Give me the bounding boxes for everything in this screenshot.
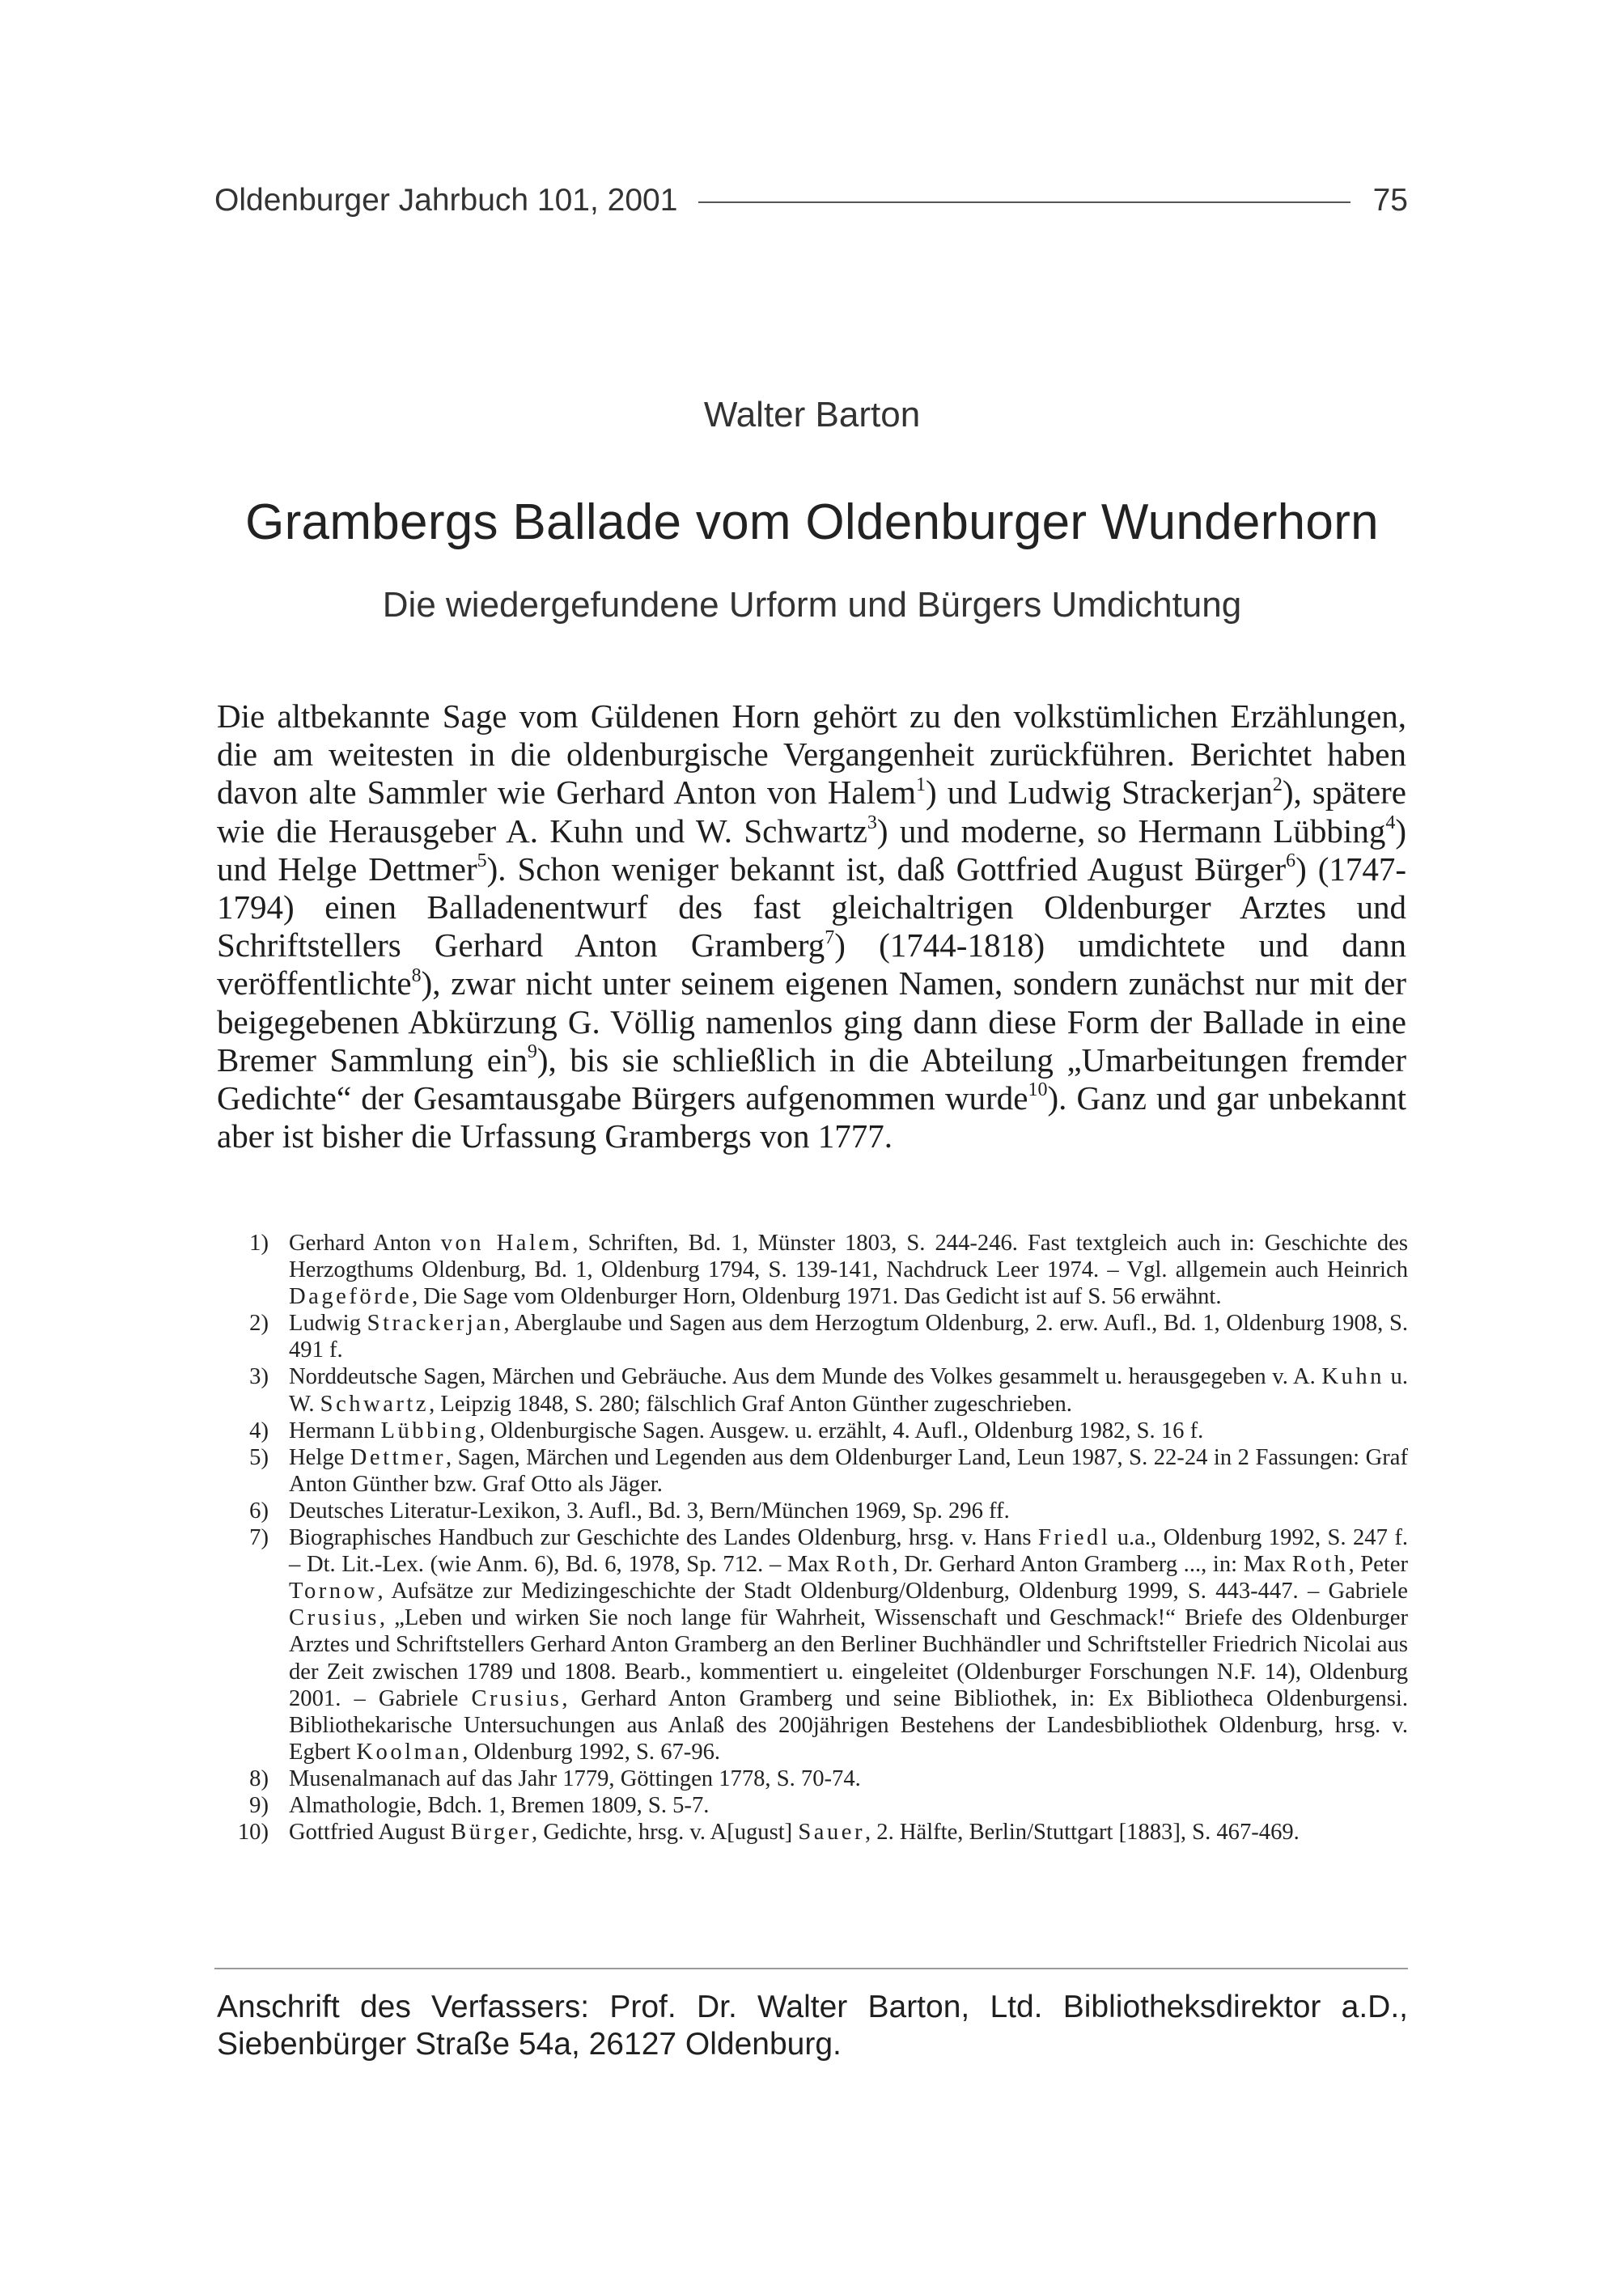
footnote-text: [289, 1310, 1408, 1363]
author-address: Anschrift des Verfassers: Prof. Dr. Walter Barton, Ltd. Bibliotheksdirektor a.D., Siebenbürger Straße 54a, 26127 Oldenburg.: [217, 1990, 1408, 2062]
footnote-text-segment: , Schriften, Bd. 1, Münster 1803, S. 244-246. Fast textgleich auch in: Geschichte des Herzogthums Oldenburg, Bd. 1, Oldenburg 1794, S. 139-141, Nachdruck Leer 1974. – Vgl. allgemein auch Heinrich: [289, 1231, 1408, 1283]
footnote-text-segment: Norddeutsche Sagen, Märchen und Gebräuche. Aus dem Munde des Volkes gesammelt u. herausgegeben v. A.: [289, 1364, 1322, 1390]
spaced-name: Tornow: [289, 1579, 378, 1604]
spaced-name: Crusius: [289, 1605, 379, 1631]
journal-title: Oldenburger Jahrbuch 101, 2001: [214, 183, 678, 218]
footnote-item: [217, 1792, 1408, 1819]
footnote-text-segment: , Leipzig 1848, S. 280; fälschlich Graf Anton Günther zugeschrieben.: [429, 1391, 1072, 1417]
footnote-number: 8): [249, 1765, 269, 1791]
footnote-item: [217, 1444, 1408, 1498]
article-author: Walter Barton: [703, 395, 921, 434]
spaced-name: Koolman: [356, 1739, 463, 1765]
body-paragraph: [217, 697, 1406, 1155]
body-text-segment: ) (1747-1794) einen Balladenentwurf des fast gleichaltrigen Oldenburger Arztes und Schriftstellers Gerhard Anton Gramberg: [217, 850, 1407, 964]
footnote-ref: 6: [1286, 850, 1296, 872]
spaced-name: Dageförde: [289, 1284, 413, 1310]
footnote-number: 2): [249, 1311, 269, 1337]
page-number: 75: [1372, 183, 1408, 218]
spaced-name: Friedl: [1037, 1525, 1111, 1551]
footnote-text-segment: u.a., Oldenburg 1992, S. 247 f. – Dt. Lit.-Lex. (wie Anm. 6), Bd. 6, 1978, Sp. 712. – Max: [289, 1525, 1408, 1578]
footnote-text: [289, 1792, 1408, 1819]
body-text-segment: ) und Ludwig Strackerjan: [926, 774, 1273, 812]
footnote-text-segment: Almathologie, Bdch. 1, Bremen 1809, S. 5-7.: [289, 1792, 710, 1818]
footnote-ref: 8: [411, 964, 422, 986]
footnote-text: [289, 1444, 1408, 1498]
spaced-name: Bürger: [451, 1820, 532, 1846]
footnote-text-segment: , „Leben und wirken Sie noch lange für Wahrheit, Wissenschaft und Geschmack!“ Briefe des Oldenburger Arztes und Schriftstellers Gerhard Anton Gramberg an den Berliner Buchhändler und Schriftsteller Friedrich Nicolai aus der Zeit zwischen 1789 und 1808. Bearb., kommentiert u. eingeleitet (Oldenburger Forschungen N.F. 14), Oldenburg 2001. – Gabriele: [289, 1605, 1408, 1711]
spaced-name: Sauer: [798, 1820, 865, 1846]
footnote-ref: 9: [527, 1041, 537, 1063]
footnote-text: [289, 1418, 1408, 1444]
body-text-segment: ), spätere wie die Herausgeber A. Kuhn und W. Schwartz: [217, 774, 1406, 850]
footnote-ref: 7: [825, 926, 835, 948]
article-title: Grambergs Ballade vom Oldenburger Wunderhorn: [245, 494, 1379, 550]
footnote-text-segment: Helge: [289, 1444, 350, 1470]
footnote-text-segment: , Die Sage vom Oldenburger Horn, Oldenburg 1971. Das Gedicht ist auf S. 56 erwähnt.: [412, 1284, 1222, 1310]
footnote-ref: 4: [1385, 812, 1396, 833]
article-subtitle: Die wiedergefundene Urform und Bürgers Umdichtung: [382, 585, 1242, 625]
footnote-item: [217, 1765, 1408, 1792]
footnote-item: [217, 1310, 1408, 1363]
footnote-ref: 3: [867, 812, 877, 833]
footnote-item: [217, 1498, 1408, 1524]
footnotes-list: [217, 1230, 1408, 1846]
footnote-text: [289, 1498, 1408, 1524]
footnote-text-segment: , Oldenburgische Sagen. Ausgew. u. erzählt, 4. Aufl., Oldenburg 1982, S. 16 f.: [478, 1418, 1204, 1443]
footnote-item: [217, 1418, 1408, 1444]
footnote-ref: 2: [1272, 774, 1283, 795]
body-text-segment: ). Ganz und gar unbekannt aber ist bisher die Urfassung Grambergs von 1777.: [217, 1079, 1407, 1155]
footnote-number: 4): [249, 1418, 269, 1443]
footnote-ref: 5: [477, 850, 487, 872]
spaced-name: Crusius: [471, 1685, 562, 1711]
footnote-ref: 1: [916, 774, 926, 795]
footnote-number: 3): [249, 1364, 269, 1390]
footnote-text-segment: , Sagen, Märchen und Legenden aus dem Oldenburger Land, Leun 1987, S. 22-24 in 2 Fassungen: Graf Anton Günther bzw. Graf Otto als Jäger.: [289, 1444, 1408, 1497]
spaced-name: Roth: [835, 1552, 893, 1578]
footnote-item: [217, 1819, 1408, 1846]
footnote-text-segment: Gottfried August: [289, 1820, 452, 1846]
footnote-item: [217, 1524, 1408, 1765]
footnote-text: [289, 1765, 1408, 1792]
footnote-text-segment: , 2. Hälfte, Berlin/Stuttgart [1883], S. 467-469.: [864, 1820, 1300, 1846]
footnote-number: 1): [249, 1231, 269, 1256]
body-text-segment: ) und Helge Dettmer: [217, 812, 1406, 888]
footnote-number: 5): [249, 1444, 269, 1470]
address-divider: [214, 1968, 1408, 1969]
spaced-name: Kuhn: [1321, 1364, 1384, 1390]
spaced-name: Lübbing: [380, 1418, 479, 1443]
footnote-text-segment: Deutsches Literatur-Lexikon, 3. Aufl., Bd. 3, Bern/München 1969, Sp. 296 ff.: [289, 1498, 1010, 1524]
body-text-segment: ). Schon weniger bekannt ist, daß Gottfried August Bürger: [486, 850, 1287, 888]
body-text-segment: ) und moderne, so Hermann Lübbing: [876, 812, 1386, 850]
footnote-text-segment: , Peter: [1348, 1552, 1408, 1578]
footnote-text-segment: Ludwig: [289, 1311, 367, 1337]
footnote-text-segment: , Gedichte, hrsg. v. A[ugust]: [532, 1820, 799, 1846]
spaced-name: von Halem: [440, 1231, 573, 1256]
body-text-segment: ) (1744-1818) umdichtete und dann veröffentlichte: [217, 926, 1407, 1002]
footnote-text-segment: Biographisches Handbuch zur Geschichte des Landes Oldenburg, hrsg. v. Hans: [289, 1525, 1038, 1551]
footnote-text: [289, 1524, 1408, 1765]
footnote-item: [217, 1363, 1408, 1417]
footnote-text-segment: , Dr. Gerhard Anton Gramberg ..., in: Max: [892, 1552, 1292, 1578]
spaced-name: Roth: [1291, 1552, 1349, 1578]
spaced-name: Dettmer: [350, 1444, 446, 1470]
footnote-text-segment: Musenalmanach auf das Jahr 1779, Göttingen 1778, S. 70-74.: [289, 1765, 861, 1791]
spaced-name: Strackerjan: [367, 1311, 504, 1337]
footnote-number: 9): [249, 1792, 269, 1818]
footnote-ref: 10: [1028, 1079, 1048, 1101]
footnote-text-segment: , Oldenburg 1992, S. 67-96.: [462, 1739, 721, 1765]
footnote-text-segment: , Aufsätze zur Medizingeschichte der Stadt Oldenburg/Oldenburg, Oldenburg 1999, S. 443-447. – Gabriele: [377, 1579, 1408, 1604]
footnote-text-segment: Gerhard Anton: [289, 1231, 441, 1256]
body-text-segment: Die altbekannte Sage vom Güldenen Horn gehört zu den volkstümlichen Erzählungen, die am weitesten in die oldenburgische Vergangenheit zurückführen. Berichtet haben davon alte Sammler wie Gerhard Anton von Halem: [217, 697, 1406, 812]
footnote-number: 7): [249, 1525, 269, 1551]
footnote-text-segment: , Gerhard Anton Gramberg und seine Bibliothek, in: Ex Bibliotheca Oldenburgensi. Bibliothekarische Untersuchungen aus Anlaß des 200jährigen Bestehens der Landesbibliothek Oldenburg, hrsg. v. Egbert: [289, 1685, 1408, 1765]
body-text-segment: ), bis sie schließlich in die Abteilung „Umarbeitungen fremder Gedichte“ der Gesamtausgabe Bürgers aufgenommen wurde: [217, 1041, 1406, 1117]
footnote-text: [289, 1363, 1408, 1417]
footnote-text-segment: u. W.: [289, 1364, 1408, 1417]
running-header: [214, 176, 1408, 225]
footnote-number: 10): [237, 1820, 269, 1846]
footnote-text: [289, 1819, 1408, 1846]
body-text-segment: ), zwar nicht unter seinem eigenen Namen, sondern zunächst nur mit der beigegebenen Abkürzung G. Völlig namenlos ging dann diese Form der Ballade in eine Bremer Sammlung ein: [217, 964, 1406, 1079]
spaced-name: Schwartz: [320, 1391, 430, 1417]
footnote-text-segment: , Aberglaube und Sagen aus dem Herzogtum Oldenburg, 2. erw. Aufl., Bd. 1, Oldenburg 1908, S. 491 f.: [289, 1311, 1408, 1363]
footnote-text-segment: Hermann: [289, 1418, 381, 1443]
footnote-number: 6): [249, 1498, 269, 1524]
footnote-text: [289, 1230, 1408, 1310]
header-rule: [698, 201, 1350, 203]
footnote-item: [217, 1230, 1408, 1310]
